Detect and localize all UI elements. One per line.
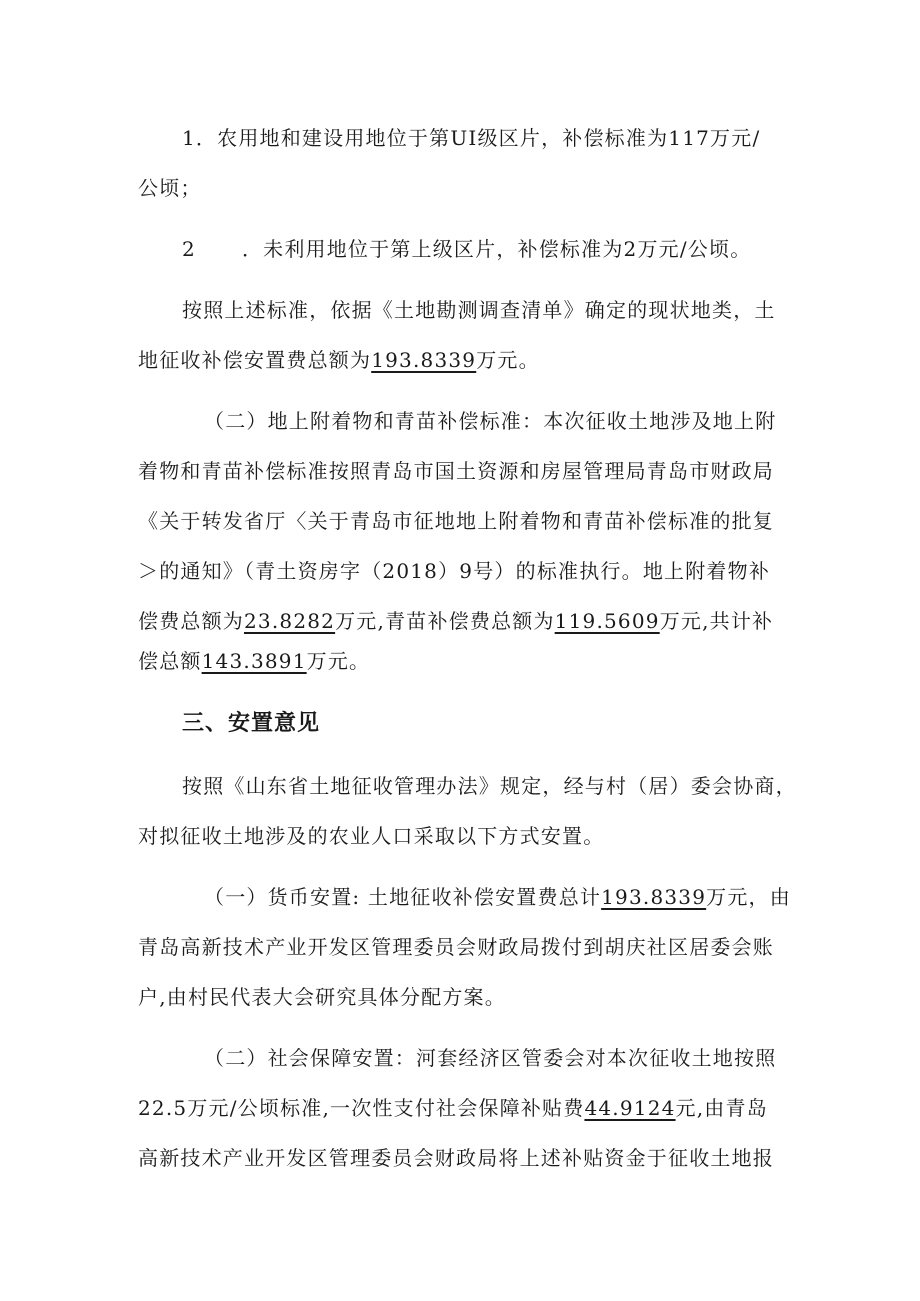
paragraph-4-line-5 — [138, 607, 798, 635]
combined-compensation-total: 143.3891 — [201, 649, 307, 673]
paragraph-6-line-1 — [204, 883, 798, 911]
text-segment: 偿费总额为 — [138, 609, 244, 633]
text-segment: 偿总额 — [138, 649, 202, 673]
text-segment: 万元，由 — [706, 885, 791, 909]
monetary-placement-total: 193.8339 — [601, 885, 707, 909]
text-segment: 万元,共计补 — [659, 609, 774, 633]
text-segment: 万元。 — [476, 348, 540, 372]
text-segment: 元,由青岛 — [675, 1096, 768, 1120]
text-segment: 万元。 — [306, 649, 371, 673]
social-security-subsidy: 44.9124 — [584, 1096, 676, 1120]
paragraph-4-line-3: 《关于转发省厅〈关于青岛市征地地上附着物和青苗补偿标准的批复 — [138, 509, 774, 533]
section-heading: 三、安置意见 — [182, 711, 321, 736]
seedling-compensation-total: 119.5609 — [554, 609, 660, 633]
text-segment: （一）货币安置: 土地征收补偿安置费总计 — [204, 885, 602, 909]
paragraph-4-line-2: 着物和青苗补偿标准按照青岛市国土资源和房屋管理局青岛市财政局 — [138, 459, 774, 483]
paragraph-7-line-1: （二）社会保障安置：河套经济区管委会对本次征收土地按照 — [204, 1046, 777, 1070]
paragraph-7-line-3: 高新技术产业开发区管理委员会财政局将上述补贴资金于征收土地报 — [138, 1146, 774, 1170]
paragraph-2-number: 2 — [182, 237, 196, 261]
paragraph-4-line-4: ＞的通知》（青土资房字（2018）9号）的标准执行。地上附着物补 — [138, 559, 771, 583]
paragraph-4-line-6 — [138, 647, 798, 675]
text-segment: 地征收补偿安置费总额为 — [138, 348, 372, 372]
paragraph-2-text: ．未利用地位于第上级区片，补偿标准为2万元/公顷。 — [241, 237, 752, 261]
paragraph-5-line-2: 对拟征收土地涉及的农业人口采取以下方式安置。 — [138, 824, 605, 848]
paragraph-5-line-1: 按照《山东省土地征收管理办法》规定，经与村（居）委会协商， — [182, 774, 797, 798]
paragraph-3-line-2 — [138, 346, 798, 374]
paragraph-3-line-1: 按照上述标准，依据《土地勘测调查清单》确定的现状地类，土 — [182, 298, 776, 322]
paragraph-6-line-2: 青岛高新技术产业开发区管理委员会财政局拨付到胡庆社区居委会账 — [138, 935, 774, 959]
attachment-compensation-total: 23.8282 — [244, 609, 336, 633]
paragraph-1-line-2: 公顷； — [138, 176, 202, 200]
land-compensation-total: 193.8339 — [371, 348, 477, 372]
text-segment: 万元,青苗补偿费总额为 — [335, 609, 555, 633]
paragraph-1-line-1: 1．农用地和建设用地位于第UI级区片，补偿标准为117万元/ — [182, 126, 761, 150]
paragraph-7-line-2 — [138, 1094, 798, 1122]
text-segment: 22.5万元/公顷标准,一次性支付社会保障补贴费 — [138, 1096, 585, 1120]
paragraph-6-line-3: 户,由村民代表大会研究具体分配方案。 — [138, 985, 506, 1009]
paragraph-2 — [182, 235, 798, 263]
paragraph-4-line-1: （二）地上附着物和青苗补偿标准：本次征收土地涉及地上附 — [204, 409, 777, 433]
